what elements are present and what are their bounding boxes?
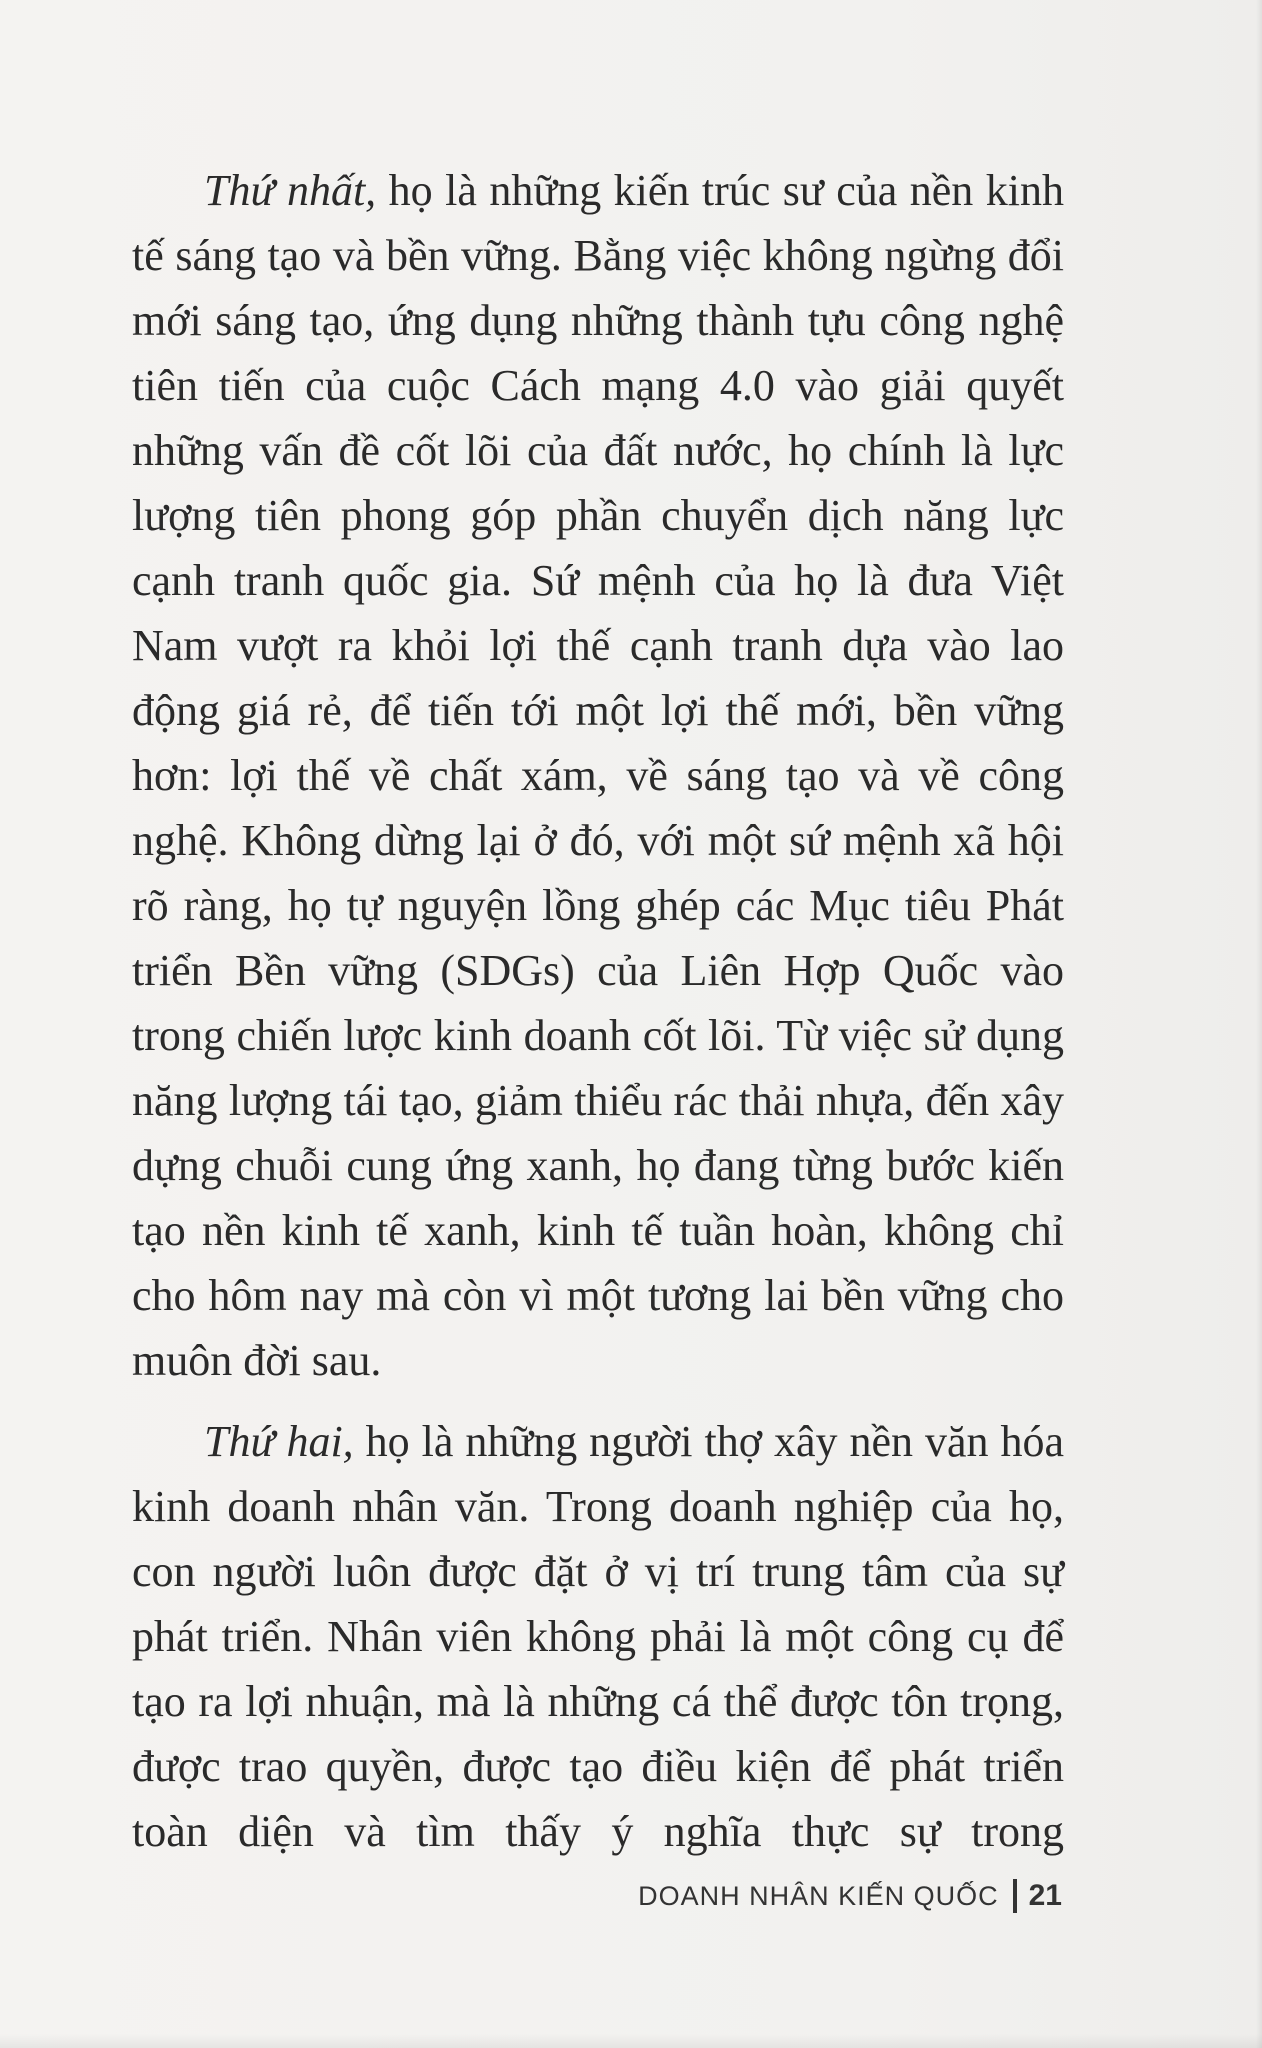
page-bottom-shadow <box>0 2034 1262 2048</box>
body-text <box>132 158 1064 1864</box>
footer-book-title: DOANH NHÂN KIẾN QUỐC <box>638 1880 999 1911</box>
paragraph-second <box>132 1409 1064 1864</box>
paragraph-lead-second: Thứ hai, <box>204 1417 354 1466</box>
page-number: 21 <box>1028 1879 1062 1912</box>
paragraph-first <box>132 158 1064 1393</box>
running-footer <box>638 1879 1062 1913</box>
paragraph-lead-first: Thứ nhất, <box>204 166 377 215</box>
page-edge-shadow <box>1256 0 1262 2048</box>
paragraph-body-first: họ là những kiến trúc sư của nền kinh tế sáng tạo và bền vững. Bằng việc không ngừng đổi mới sáng tạo, ứng dụng những thành tựu công nghệ tiên tiến của cuộc Cách mạng 4.0 vào giải quyết những vấn đề cốt lõi của đất nước, họ chính là lực lượng tiên phong góp phần chuyển dịch năng lực cạnh tranh quốc gia. Sứ mệnh của họ là đưa Việt Nam vượt ra khỏi lợi thế cạnh tranh dựa vào lao động giá rẻ, để tiến tới một lợi thế mới, bền vững hơn: lợi thế về chất xám, về sáng tạo và về công nghệ. Không dừng lại ở đó, với một sứ mệnh xã hội rõ ràng, họ tự nguyện lồng ghép các Mục tiêu Phát triển Bền vững (SDGs) của Liên Hợp Quốc vào trong chiến lược kinh doanh cốt lõi. Từ việc sử dụng năng lượng tái tạo, giảm thiểu rác thải nhựa, đến xây dựng chuỗi cung ứng xanh, họ đang từng bước kiến tạo nền kinh tế xanh, kinh tế tuần hoàn, không chỉ cho hôm nay mà còn vì một tương lai bền vững cho muôn đời sau. <box>132 166 1064 1385</box>
footer-separator <box>1013 1879 1017 1913</box>
paragraph-body-second: họ là những người thợ xây nền văn hóa kinh doanh nhân văn. Trong doanh nghiệp của họ, con người luôn được đặt ở vị trí trung tâm của sự phát triển. Nhân viên không phải là một công cụ để tạo ra lợi nhuận, mà là những cá thể được tôn trọng, được trao quyền, được tạo điều kiện để phát triển toàn diện và tìm thấy ý nghĩa thực sự trong <box>132 1417 1064 1856</box>
